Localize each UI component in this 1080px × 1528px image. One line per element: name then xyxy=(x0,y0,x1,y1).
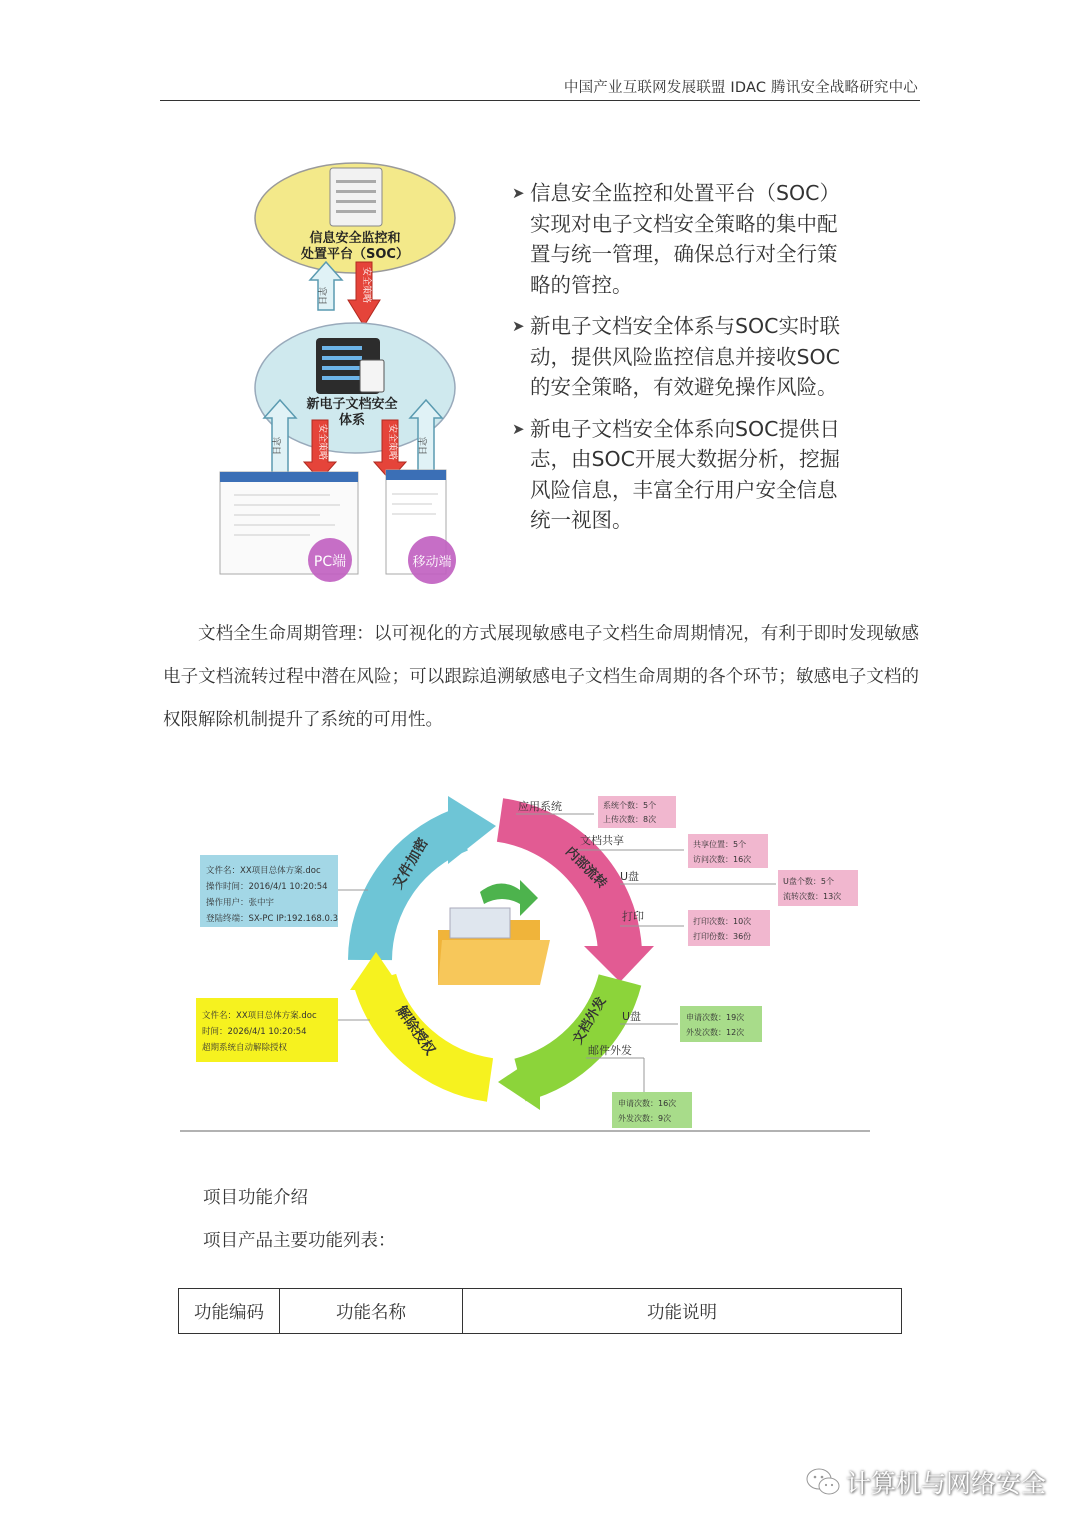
svg-text:文档外发: 文档外发 xyxy=(570,994,610,1047)
page-header: 中国产业互联网发展联盟 IDAC 腾讯安全战略研究中心 xyxy=(563,80,918,96)
watermark-text: 计算机与网络安全 xyxy=(845,1469,1046,1498)
svg-text:操作用户：张中宇: 操作用户：张中宇 xyxy=(206,898,275,908)
svg-text:系统个数：5个: 系统个数：5个 xyxy=(603,801,657,810)
svg-text:上传次数：8次: 上传次数：8次 xyxy=(603,815,657,824)
server-icon xyxy=(330,168,382,226)
wechat-icon xyxy=(806,1467,840,1497)
bullet-arrow-icon: ➤ xyxy=(512,184,525,202)
soc-label-2: 处置平台（SOC） xyxy=(301,247,409,262)
bullet-item: ➤ 信息安全监控和处置平台（SOC）实现对电子文档安全策略的集中配置与统一管理，确保总行对全行策略的管控。 xyxy=(512,178,857,300)
col-function-desc: 功能说明 xyxy=(463,1289,902,1334)
svg-text:打印次数：10次: 打印次数：10次 xyxy=(693,917,752,926)
svg-text:安全策略: 安全策略 xyxy=(387,423,397,461)
folder-icon xyxy=(438,880,550,985)
bullet-item: ➤ 新电子文档安全体系与SOC实时联动，提供风险监控信息并接收SOC的安全策略，有效避免操作风险。 xyxy=(512,311,857,403)
function-table xyxy=(178,1288,902,1334)
svg-text:外发次数：12次: 外发次数：12次 xyxy=(686,1028,745,1037)
col-function-code: 功能编码 xyxy=(179,1289,280,1334)
soc-label-1: 信息安全监控和 xyxy=(309,231,401,246)
svg-text:安全策略: 安全策略 xyxy=(361,266,371,304)
svg-text:申请次数：19次: 申请次数：19次 xyxy=(686,1013,745,1022)
release-arc xyxy=(375,980,490,1080)
pc-log-up-arrow xyxy=(264,400,296,480)
bullet-arrow-icon: ➤ xyxy=(512,317,525,335)
svg-text:打印: 打印 xyxy=(622,910,644,923)
svg-text:文件名：XX项目总体方案.doc: 文件名：XX项目总体方案.doc xyxy=(206,866,321,876)
svg-text:解除授权: 解除授权 xyxy=(392,1003,438,1059)
svg-text:应用系统: 应用系统 xyxy=(518,800,562,813)
soc-architecture-diagram xyxy=(210,150,490,590)
svg-text:文件名：XX项目总体方案.doc: 文件名：XX项目总体方案.doc xyxy=(202,1011,317,1021)
svg-text:U盘: U盘 xyxy=(620,870,640,883)
svg-text:共享位置：5个: 共享位置：5个 xyxy=(693,840,747,849)
section-title: 项目功能介绍 xyxy=(203,1188,308,1208)
svg-text:时间：2026/4/1 10:20:54: 时间：2026/4/1 10:20:54 xyxy=(202,1027,307,1037)
watermark xyxy=(806,1462,1046,1502)
col-function-name: 功能名称 xyxy=(280,1289,463,1334)
svg-text:登陆终端：SX-PC IP:192.168.0.3: 登陆终端：SX-PC IP:192.168.0.3 xyxy=(206,914,338,924)
svg-text:超期系统自动解除授权: 超期系统自动解除授权 xyxy=(202,1043,288,1053)
svg-text:U盘: U盘 xyxy=(622,1010,642,1023)
svg-text:内部流转: 内部流转 xyxy=(562,844,610,892)
svg-text:U盘个数：5个: U盘个数：5个 xyxy=(783,877,834,886)
svg-text:邮件外发: 邮件外发 xyxy=(588,1044,632,1057)
svg-text:外发次数：9次: 外发次数：9次 xyxy=(618,1114,672,1123)
server-stack-icon xyxy=(316,338,384,394)
bullet-list xyxy=(512,178,857,547)
svg-text:日志: 日志 xyxy=(419,436,429,456)
svg-text:打印份数：36份: 打印份数：36份 xyxy=(693,932,752,941)
svg-text:日志: 日志 xyxy=(319,286,329,306)
svg-text:安全策略: 安全策略 xyxy=(317,423,327,461)
section-subtitle: 项目产品主要功能列表： xyxy=(203,1231,396,1251)
svg-text:文档共享: 文档共享 xyxy=(580,834,624,847)
pc-label: PC端 xyxy=(313,554,347,570)
svg-text:操作时间：2016/4/1 10:20:54: 操作时间：2016/4/1 10:20:54 xyxy=(206,882,328,892)
table-header-row xyxy=(179,1289,902,1334)
svg-text:访问次数：16次: 访问次数：16次 xyxy=(693,855,752,864)
doc-security-label-1: 新电子文档安全 xyxy=(306,397,398,412)
svg-text:申请次数：16次: 申请次数：16次 xyxy=(618,1099,677,1108)
svg-text:流转次数：13次: 流转次数：13次 xyxy=(783,892,842,901)
lifecycle-paragraph: 文档全生命周期管理：以可视化的方式展现敏感电子文档生命周期情况，有利于即时发现敏感电子文档流转过程中潜在风险；可以跟踪追溯敏感电子文档生命周期的各个环节；敏感电子文档的权限解除机制提升了系统的可用性。 xyxy=(163,624,919,730)
bullet-arrow-icon: ➤ xyxy=(512,419,525,438)
mobile-label: 移动端 xyxy=(412,555,452,570)
doc-security-label-2: 体系 xyxy=(338,413,366,428)
bullet-item: ➤ 新电子文档安全体系向SOC提供日志，由SOC开展大数据分析，挖掘风险信息，丰富全行用户安全信息统一视图。 xyxy=(512,414,857,536)
header-rule xyxy=(160,100,920,101)
svg-text:文件加密: 文件加密 xyxy=(389,835,432,892)
lifecycle-diagram xyxy=(180,780,880,1140)
svg-text:日志: 日志 xyxy=(273,436,283,456)
